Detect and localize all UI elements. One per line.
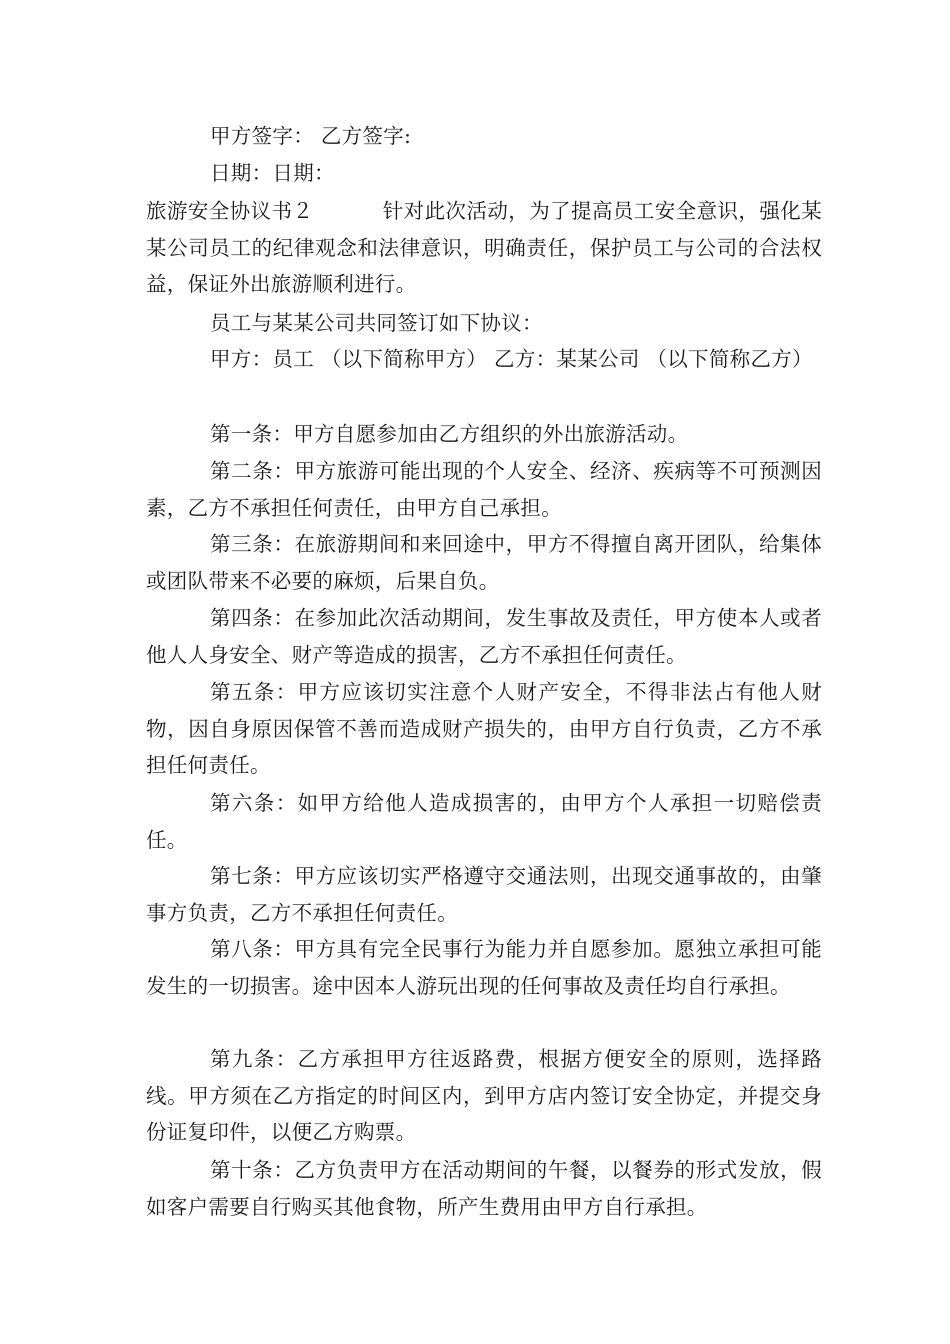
intro-text: 针对此次活动，为了提高员工安全意识，强化某某公司员工的纪律观念和法律意识，明确责任，保护员工与公司的合法权益，保证外出旅游顺利进行。 (146, 199, 822, 296)
article-10: 第十条：乙方负责甲方在活动期间的午餐，以餐券的形式发放，假如客户需要自行购买其他食物，所产生费用由甲方自行承担。 (146, 1158, 822, 1219)
article-3: 第三条：在旅游期间和来回途中，甲方不得擅自离开团队，给集体或团队带来不必要的麻烦，后果自负。 (146, 532, 822, 593)
signature-line: 甲方签字： 乙方签字: (210, 124, 412, 148)
article-6: 第六条：如甲方给他人造成损害的，由甲方个人承担一切赔偿责任。 (146, 791, 822, 852)
date-line: 日期：日期： (210, 161, 335, 185)
parties-paragraph: 甲方：员工 （以下简称甲方） 乙方：某某公司 （以下简称乙方） (210, 347, 813, 371)
article-9: 第九条：乙方承担甲方往返路费，根据方便安全的原则，选择路线。甲方须在乙方指定的时间区内，到甲方店内签订安全协定，并提交身份证复印件，以便乙方购票。 (146, 1047, 822, 1144)
article-5: 第五条：甲方应该切实注意个人财产安全，不得非法占有他人财物，因自身原因保管不善而造成财产损失的，由甲方自行负责，乙方不承担任何责任。 (146, 680, 822, 777)
article-4: 第四条：在参加此次活动期间，发生事故及责任，甲方使本人或者他人人身安全、财产等造成的损害，乙方不承担任何责任。 (146, 606, 822, 667)
article-2: 第二条：甲方旅游可能出现的个人安全、经济、疾病等不可预测因素，乙方不承担任何责任，由甲方自己承担。 (146, 459, 822, 520)
document-title: 旅游安全协议书２ (146, 199, 314, 223)
agreement-intro: 员工与某某公司共同签订如下协议： (210, 311, 543, 335)
article-8: 第八条：甲方具有完全民事行为能力并自愿参加。愿独立承担可能发生的一切损害。途中因本人游玩出现的任何事故及责任均自行承担。 (146, 937, 822, 998)
article-1: 第一条：甲方自愿参加由乙方组织的外出旅游活动。 (210, 422, 689, 446)
article-7: 第七条：甲方应该切实严格遵守交通法则，出现交通事故的，由肇事方负责，乙方不承担任何责任。 (146, 864, 822, 925)
intro-paragraph (146, 193, 822, 303)
title-gap (313, 199, 382, 223)
